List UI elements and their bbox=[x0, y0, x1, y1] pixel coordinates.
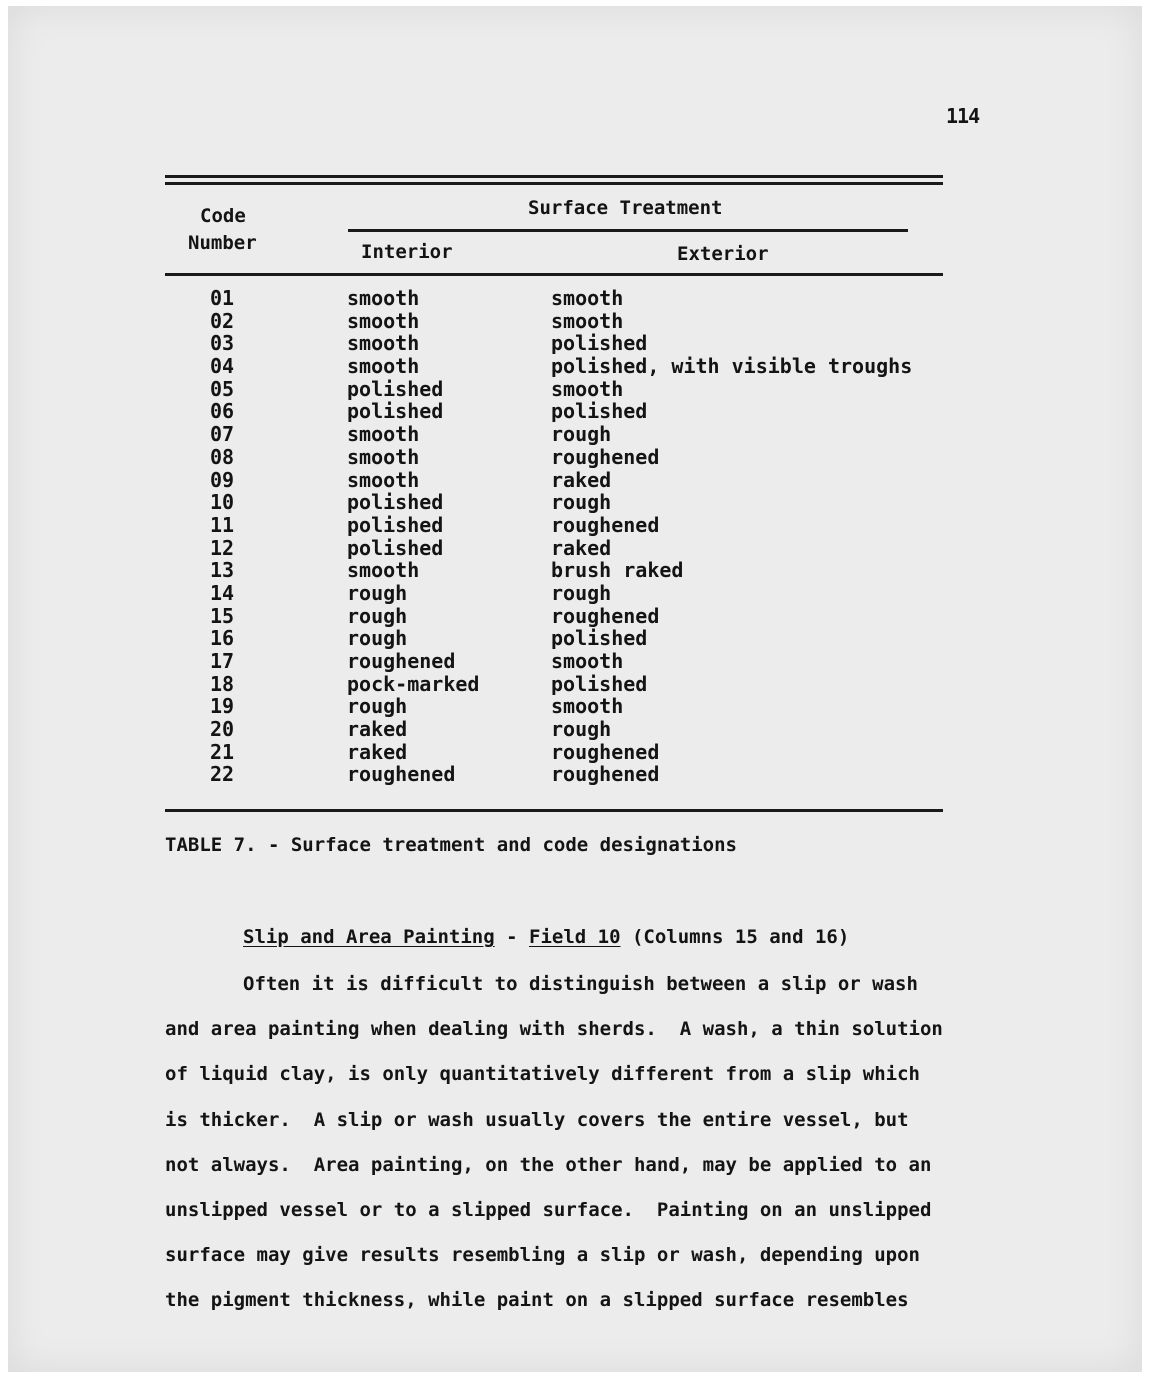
cell-interior: rough bbox=[347, 580, 408, 605]
table-row bbox=[0, 287, 1149, 310]
cell-exterior: polished, with visible troughs bbox=[551, 354, 913, 379]
cell-code: 19 bbox=[210, 694, 235, 719]
section-columns: (Columns 15 and 16) bbox=[620, 926, 850, 948]
header-interior: Interior bbox=[361, 241, 453, 263]
table-row bbox=[0, 469, 1149, 492]
table-row bbox=[0, 514, 1149, 537]
cell-code: 06 bbox=[210, 399, 235, 424]
table-bottom-rule bbox=[165, 809, 943, 812]
cell-exterior: polished bbox=[551, 331, 648, 356]
paragraph-line: of liquid clay, is only quantitatively different from a slip which bbox=[165, 1063, 920, 1086]
cell-interior: smooth bbox=[347, 354, 420, 379]
cell-exterior: raked bbox=[551, 467, 612, 492]
cell-interior: smooth bbox=[347, 444, 420, 469]
table-row bbox=[0, 695, 1149, 718]
table-row bbox=[0, 423, 1149, 446]
table-row bbox=[0, 582, 1149, 605]
table-row bbox=[0, 537, 1149, 560]
cell-interior: roughened bbox=[347, 762, 456, 787]
cell-exterior: rough bbox=[551, 490, 612, 515]
table-row bbox=[0, 650, 1149, 673]
table-caption: TABLE 7. - Surface treatment and code designations bbox=[165, 834, 737, 856]
paragraph-line: not always. Area painting, on the other hand, may be applied to an bbox=[165, 1153, 932, 1176]
cell-interior: smooth bbox=[347, 558, 420, 583]
paragraph-line: is thicker. A slip or wash usually covers the entire vessel, but bbox=[165, 1108, 909, 1131]
cell-interior: rough bbox=[347, 694, 408, 719]
cell-code: 04 bbox=[210, 354, 235, 379]
cell-exterior: smooth bbox=[551, 694, 624, 719]
cell-interior: polished bbox=[347, 535, 444, 560]
cell-code: 05 bbox=[210, 376, 235, 401]
cell-code: 08 bbox=[210, 444, 235, 469]
paragraph-line: the pigment thickness, while paint on a slipped surface resembles bbox=[165, 1289, 909, 1312]
cell-code: 13 bbox=[210, 558, 235, 583]
cell-interior: roughened bbox=[347, 649, 456, 673]
table-row bbox=[0, 332, 1149, 355]
table-row bbox=[0, 763, 1149, 786]
cell-exterior: roughened bbox=[551, 739, 660, 764]
cell-code: 03 bbox=[210, 331, 235, 356]
table-row bbox=[0, 310, 1149, 333]
cell-interior: polished bbox=[347, 512, 444, 537]
cell-code: 02 bbox=[210, 308, 235, 333]
table-row bbox=[0, 446, 1149, 469]
header-code-line1: Code bbox=[200, 205, 246, 227]
body-paragraph bbox=[165, 970, 943, 1332]
cell-code: 14 bbox=[210, 580, 235, 605]
cell-code: 18 bbox=[210, 671, 235, 696]
paragraph-line: Often it is difficult to distinguish between a slip or wash bbox=[243, 973, 918, 995]
cell-code: 21 bbox=[210, 739, 235, 764]
cell-interior: polished bbox=[347, 490, 444, 515]
table-row bbox=[0, 673, 1149, 696]
cell-exterior: roughened bbox=[551, 762, 660, 787]
cell-code: 09 bbox=[210, 467, 235, 492]
cell-exterior: rough bbox=[551, 422, 612, 447]
header-group-rule bbox=[348, 229, 908, 232]
cell-interior: smooth bbox=[347, 422, 420, 447]
paragraph-line: and area painting when dealing with sherds. A wash, a thin solution bbox=[165, 1018, 943, 1041]
cell-exterior: rough bbox=[551, 580, 612, 605]
cell-interior: pock-marked bbox=[347, 671, 480, 696]
cell-exterior: smooth bbox=[551, 286, 624, 310]
cell-interior: raked bbox=[347, 717, 408, 742]
table-row bbox=[0, 491, 1149, 514]
table-row bbox=[0, 627, 1149, 650]
cell-exterior: rough bbox=[551, 717, 612, 742]
cell-interior: raked bbox=[347, 739, 408, 764]
cell-code: 10 bbox=[210, 490, 235, 515]
table-row bbox=[0, 400, 1149, 423]
cell-interior: rough bbox=[347, 603, 408, 628]
cell-code: 16 bbox=[210, 626, 235, 651]
table-row bbox=[0, 605, 1149, 628]
section-field: Field 10 bbox=[529, 926, 621, 948]
cell-exterior: polished bbox=[551, 671, 648, 696]
cell-exterior: smooth bbox=[551, 376, 624, 401]
cell-code: 01 bbox=[210, 286, 235, 310]
cell-interior: smooth bbox=[347, 308, 420, 333]
cell-interior: smooth bbox=[347, 331, 420, 356]
table-row bbox=[0, 718, 1149, 741]
cell-exterior: raked bbox=[551, 535, 612, 560]
cell-exterior: roughened bbox=[551, 444, 660, 469]
cell-interior: rough bbox=[347, 626, 408, 651]
cell-exterior: smooth bbox=[551, 649, 624, 673]
cell-code: 20 bbox=[210, 717, 235, 742]
cell-exterior: smooth bbox=[551, 308, 624, 333]
cell-code: 12 bbox=[210, 535, 235, 560]
cell-exterior: roughened bbox=[551, 603, 660, 628]
table-row bbox=[0, 378, 1149, 401]
table-body bbox=[0, 287, 1149, 786]
header-bottom-rule bbox=[165, 273, 943, 276]
section-heading bbox=[243, 926, 849, 948]
section-dash: - bbox=[494, 926, 529, 948]
cell-code: 17 bbox=[210, 649, 235, 673]
header-exterior: Exterior bbox=[677, 243, 769, 265]
cell-interior: polished bbox=[347, 376, 444, 401]
table-row bbox=[0, 741, 1149, 764]
cell-interior: smooth bbox=[347, 286, 420, 310]
cell-exterior: polished bbox=[551, 626, 648, 651]
page-number: 114 bbox=[946, 104, 980, 128]
table-row bbox=[0, 559, 1149, 582]
table-row bbox=[0, 355, 1149, 378]
table-top-rule bbox=[165, 175, 943, 178]
cell-code: 11 bbox=[210, 512, 235, 537]
cell-interior: smooth bbox=[347, 467, 420, 492]
cell-interior: polished bbox=[347, 399, 444, 424]
cell-code: 15 bbox=[210, 603, 235, 628]
cell-exterior: roughened bbox=[551, 512, 660, 537]
cell-code: 22 bbox=[210, 762, 235, 787]
header-code-line2: Number bbox=[188, 232, 257, 254]
table-top-rule-inner bbox=[165, 182, 943, 185]
paragraph-line: surface may give results resembling a slip or wash, depending upon bbox=[165, 1244, 920, 1267]
cell-exterior: polished bbox=[551, 399, 648, 424]
cell-exterior: brush raked bbox=[551, 558, 684, 583]
header-surface-treatment: Surface Treatment bbox=[528, 197, 723, 219]
paragraph-line: unslipped vessel or to a slipped surface. Painting on an unslipped bbox=[165, 1198, 932, 1221]
cell-code: 07 bbox=[210, 422, 235, 447]
section-title: Slip and Area Painting bbox=[243, 926, 495, 948]
